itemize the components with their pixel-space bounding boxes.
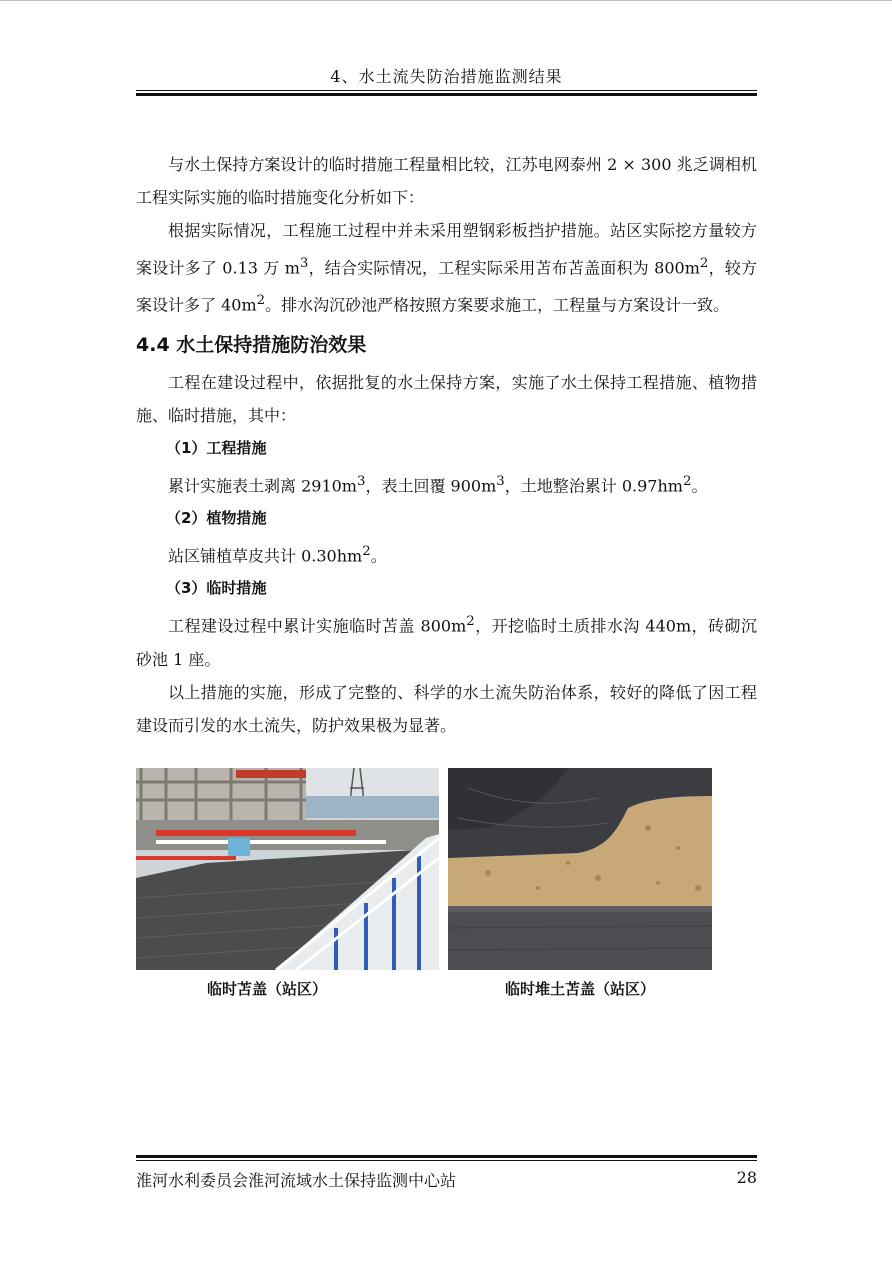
paragraph-comparison: 与水土保持方案设计的临时措施工程量相比较，江苏电网泰州 2 × 300 兆乏调相机工程实际实施的临时措施变化分析如下： <box>136 155 757 207</box>
photo-site-cover <box>136 768 439 970</box>
item-engineering-title: （1）工程措施 <box>166 438 267 457</box>
item-engineering-text: 累计实施表土剥离 $2910m^3$，表土回覆 $900m^3$，土地整治累计 $0.97hm^2$。 <box>168 473 708 495</box>
header-rule-thin <box>136 90 757 91</box>
item-plant-title: （2）植物措施 <box>166 508 267 527</box>
section-heading: 4.4 水土保持措施防治效果 <box>136 333 367 356</box>
footer-organization: 淮河水利委员会淮河流域水土保持监测中心站 <box>136 1171 457 1190</box>
photo-soil-pile-cover <box>448 768 712 970</box>
item-temporary-text: 工程建设过程中累计实施临时苫盖 $800m^2$，开挖临时土质排水沟 440m，砖砌沉砂池 1 座。 <box>136 614 757 669</box>
paragraph-analysis: 根据实际情况，工程施工过程中并未采用塑钢彩板挡护措施。站区实际挖方量较方案设计多了 0.13 万 $m^3$，结合实际情况，工程实际采用苫布苫盖面积为 $800m^2$，较方案设计多了 $40m^2$。排水沟沉砂池严格按照方案要求施工，工程量与方案设计一致。 <box>136 221 757 315</box>
page-number: 28 <box>736 1168 757 1187</box>
item-plant-text: 站区铺植草皮共计 $0.30hm^2$。 <box>168 543 387 566</box>
page-top-border <box>0 0 892 1</box>
page-body <box>136 148 757 742</box>
paragraph-conclusion: 以上措施的实施，形成了完整的、科学的水土流失防治体系，较好的降低了因工程建设而引发的水土流失，防护效果极为显著。 <box>136 682 757 735</box>
caption-left: 临时苫盖（站区） <box>206 980 327 998</box>
running-header: 4、水土流失防治措施监测结果 <box>330 67 563 86</box>
header-rule-thick <box>136 93 757 96</box>
item-temporary-title: （3）临时措施 <box>166 579 267 598</box>
footer-rule-thin <box>136 1160 757 1161</box>
caption-right: 临时堆土苫盖（站区） <box>504 980 655 998</box>
footer-rule-thick <box>136 1155 757 1158</box>
paragraph-intro: 工程在建设过程中，依据批复的水土保持方案，实施了水土保持工程措施、植物措施、临时措施，其中： <box>136 372 757 425</box>
